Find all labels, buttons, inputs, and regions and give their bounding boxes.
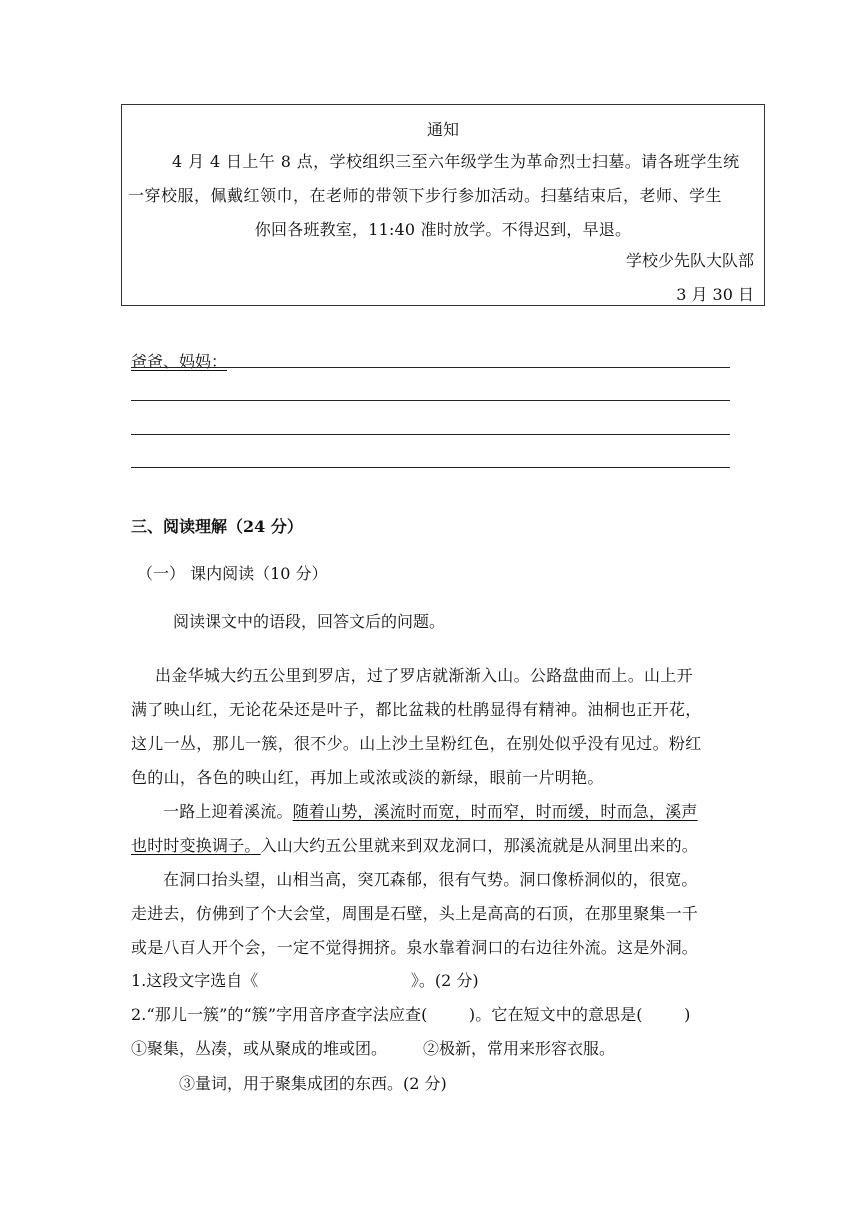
reading-instruction: 阅读课文中的语段，回答文后的问题。 (173, 612, 446, 631)
option-1: ①聚集，丛凑，或从聚成的堆或团。 (131, 1039, 388, 1058)
option-3: ③量词，用于聚集成团的东西。(2 分) (179, 1074, 447, 1093)
passage-text: 一路上迎着溪流。 (163, 802, 293, 821)
passage-line: 在洞口抬头望，山相当高，突兀森郁，很有气势。洞口像桥洞似的，很宽。 (163, 870, 698, 889)
passage-line: 色的山，各色的映山红，再加上或浓或淡的新绿，眼前一片明艳。 (131, 768, 604, 787)
notice-line: 你回各班教室，11:40 准时放学。不得迟到，早退。 (254, 220, 632, 239)
notice-date: 3 月 30 日 (676, 285, 754, 304)
passage-line (131, 833, 698, 856)
section-heading: 三、阅读理解（24 分） (131, 517, 303, 536)
notice-signature: 学校少先队大队部 (625, 251, 754, 270)
answer-line[interactable] (131, 434, 730, 435)
letter-salutation: 爸爸、妈妈： (131, 352, 228, 371)
notice-box (121, 104, 765, 306)
answer-line[interactable] (131, 400, 730, 401)
answer-line[interactable] (131, 467, 730, 468)
underlined-sentence: 也时时变换调子。 (131, 836, 261, 855)
passage-line: 这儿一丛，那儿一簇，很不少。山上沙土呈粉红色，在别处似乎没有见过。粉红 (131, 734, 702, 753)
option-2: ②极新，常用来形容衣服。 (423, 1039, 616, 1058)
question-1: 1.这段文字选自《 》。(2 分) (131, 971, 479, 990)
notice-title: 通知 (426, 120, 459, 139)
passage-line: 或是八百人开个会，一定不觉得拥挤。泉水靠着洞口的右边往外流。这是外洞。 (131, 938, 699, 957)
passage-text: 入山大约五公里就来到双龙洞口，那溪流就是从洞里出来的。 (260, 836, 699, 855)
passage-line: 满了映山红，无论花朵还是叶子，都比盆栽的杜鹃显得有精神。油桐也正开花， (131, 700, 702, 719)
answer-line[interactable] (131, 367, 730, 368)
question-2: 2.“那儿一簇”的“簇”字用音序查字法应查( )。它在短文中的意思是( ) (131, 1005, 691, 1024)
passage-line (163, 799, 698, 822)
notice-line: 4 月 4 日上午 8 点，学校组织三至六年级学生为革命烈士扫墓。请各班学生统 (172, 152, 740, 171)
passage-line: 走进去，仿佛到了个大会堂，周围是石壁，头上是高高的石顶，在那里聚集一千 (131, 904, 699, 923)
notice-line: 一穿校服，佩戴红领巾，在老师的带领下步行参加活动。扫墓结束后，老师、学生 (128, 186, 723, 205)
underlined-sentence: 随着山势，溪流时而宽，时而窄，时而缓，时而急，溪声 (292, 802, 698, 821)
passage-line: 出金华城大约五公里到罗店，过了罗店就渐渐入山。公路盘曲而上。山上开 (155, 666, 693, 685)
subsection-heading: （一） 课内阅读（10 分） (137, 564, 328, 583)
